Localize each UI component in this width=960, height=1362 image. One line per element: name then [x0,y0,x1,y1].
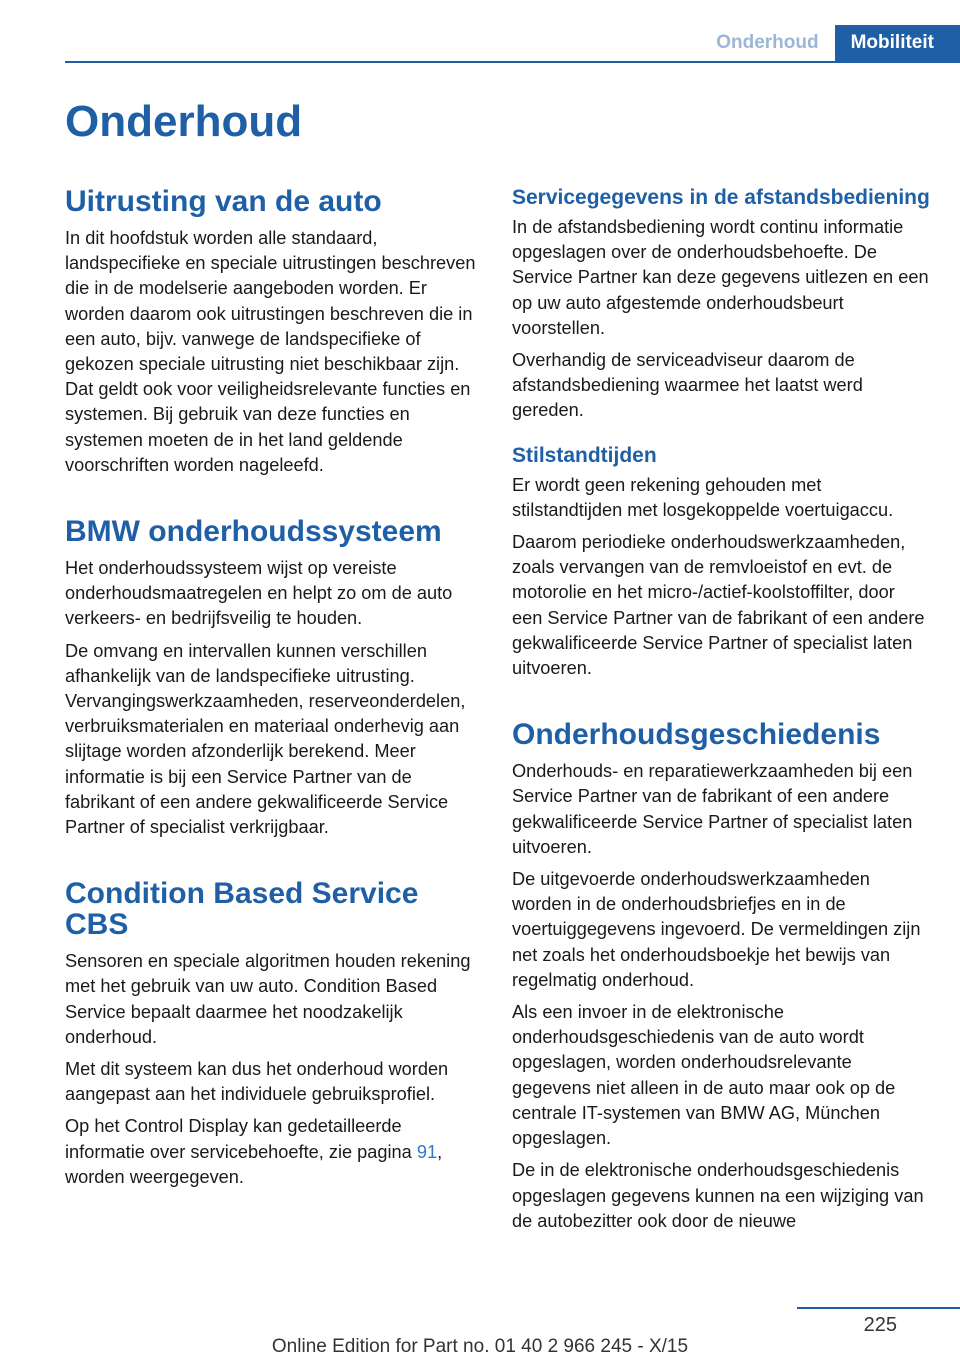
chapter-tabs [704,25,960,61]
section-cbs [65,878,481,1190]
paragraph: Er wordt geen rekening gehouden met stilstandtijden met losgekoppelde voertuigaccu. [512,474,894,520]
subsection-heading: Stilstandtijden [512,443,657,467]
paragraph: In dit hoofdstuk worden alle standaard, landspecifieke en speciale uitrustingen beschreven die in de modelserie aangeboden worden. Er worden daarom ook uitrustingen beschreven die in een auto, bijv. vanwege de landspecifieke of gekozen speciale uitrusting niet beschikbaar zijn. Dat geldt ook voor veiligheidsrelevante functies en systemen. Bij gebruik van deze functies en systemen moeten de in het land geldende voorschriften worden nageleefd. [65,228,476,475]
paragraph: De uitgevoerde onderhoudswerkzaamheden worden in de onderhoudsbriefjes en in de voertuiggegevens ingevoerd. De vermeldingen zijn net zoals het onderhoudsboekje het bewijs van regelmatig onderhoud. [512,869,921,990]
footer-rule [797,1307,960,1309]
paragraph: Met dit systeem kan dus het onderhoud worden aangepast aan het individuele gebruiksprofiel. [65,1059,449,1105]
left-column [65,186,481,1228]
section-heading: Onderhoudsgeschiedenis [512,718,881,752]
section-onderhoudssysteem [65,516,481,840]
tab-mobiliteit[interactable]: Mobiliteit [835,25,960,61]
paragraph: Overhandig de serviceadviseur daarom de afstandsbediening waarmee het laatst werd gereden. [512,350,863,421]
paragraph-with-reference [65,1114,481,1190]
right-column [512,186,930,1234]
paragraph: De omvang en intervallen kunnen verschillen afhankelijk van de landspecifieke uitrusting. Vervangingswerkzaamheden, reserveonderdelen, verbruiksmaterialen en materiaal onderhevig aan slijtage worden afzonderlijk berekend. Meer informatie is bij een Service Partner van de fabrikant of een andere gekwalificeerde Service Partner of specialist verkrijgbaar. [65,640,466,838]
section-onderhoudsgeschiedenis [512,719,930,1234]
subsection-servicegegevens [512,186,930,424]
paragraph: Als een invoer in de elektronische onderhoudsgeschiedenis van de auto wordt opgeslagen, worden onderhoudsrelevante gegevens niet alleen in de auto maar ook op de centrale IT-systemen van BMW AG, München opgeslagen. [512,1002,896,1149]
header-rule [65,61,960,63]
reference-text-before: Op het Control Display kan gedetailleerde informatie over servicebehoefte, zie pagina [65,1116,417,1162]
paragraph: Sensoren en speciale algoritmen houden rekening met het gebruik van uw auto. Condition Based Service bepaalt daarmee het noodzakelijk onderhoud. [65,951,471,1047]
page-number: 225 [863,1314,897,1336]
subsection-heading: Servicegegevens in de afstandsbediening [512,186,930,209]
paragraph: Het onderhoudssysteem wijst op vereiste onderhoudsmaatregelen en helpt zo om de auto verkeers- en bedrijfsveilig te houden. [65,558,453,629]
tab-onderhoud[interactable]: Onderhoud [716,32,819,53]
section-uitrusting [65,186,481,478]
page-title: Onderhoud [65,97,303,146]
paragraph: In de afstandsbediening wordt continu informatie opgeslagen over de onderhoudsbehoefte. De Service Partner kan deze gegevens uitlezen en een op uw auto afgestemde onderhoudsbeurt voorstellen. [512,217,929,338]
section-heading: Uitrusting van de auto [65,185,382,218]
subsection-stilstandtijden [512,444,930,682]
edition-footer: Online Edition for Part no. 01 40 2 966 245 - X/15 [271,1336,689,1357]
page-reference-link[interactable]: 91 [416,1141,438,1162]
paragraph: Daarom periodieke onderhoudswerkzaamheden, zoals vervangen van de remvloeistof en evt. de motorolie en het micro-/actief-koolstoffilter, door een Service Partner van de fabrikant of een andere gekwalificeerde Service Partner of specialist laten uitvoeren. [512,532,925,679]
section-heading: BMW onderhoudssysteem [65,515,442,549]
paragraph: De in de elektronische onderhoudsgeschiedenis opgeslagen gegevens kunnen na een wijziging van de autobezitter ook door de nieuwe [512,1160,924,1231]
section-heading: Condition Based Service CBS [65,877,419,942]
paragraph: Onderhouds- en reparatiewerkzaamheden bij een Service Partner van de fabrikant of een andere gekwalificeerde Service Partner of specialist laten uitvoeren. [512,761,913,857]
reference-text-after: , worden weergegeven. [65,1141,443,1187]
